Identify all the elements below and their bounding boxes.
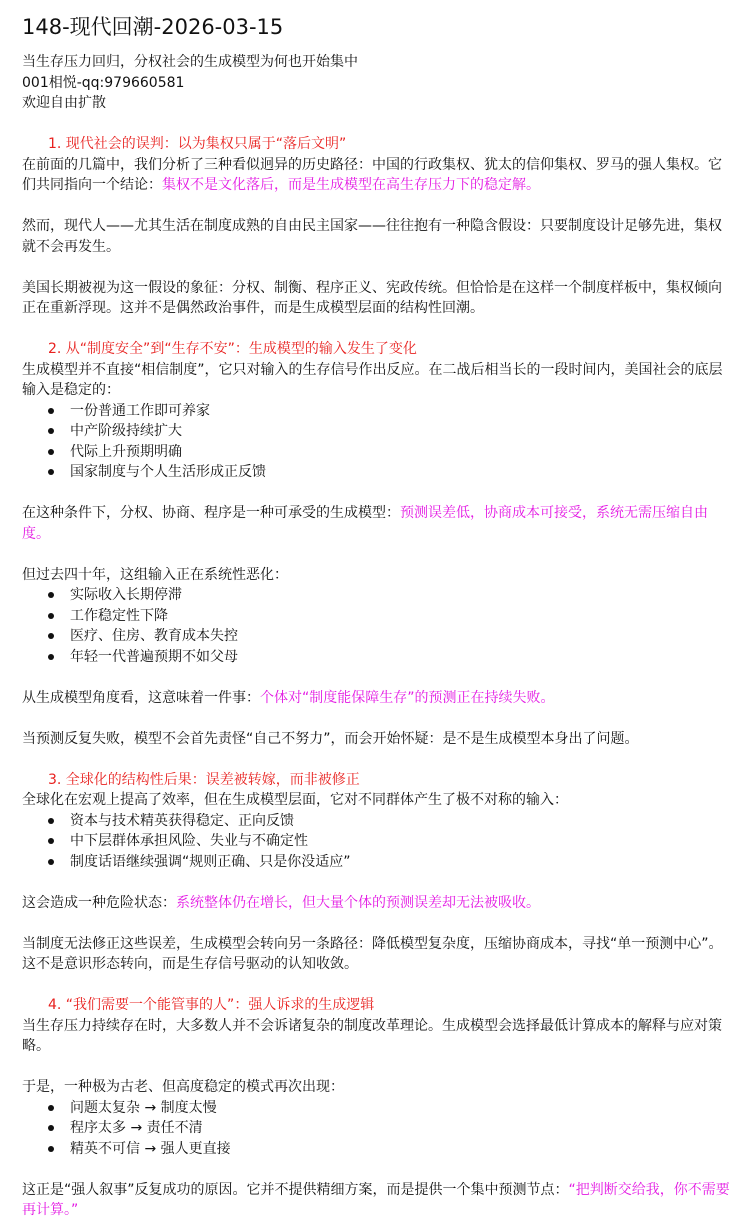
section-3-heading: 3. 全球化的结构性后果：误差被转嫁，而非被修正 (48, 771, 360, 788)
list-item: 工作稳定性下降 (22, 606, 732, 627)
section-1-paragraph-2: 然而，现代人——尤其生活在制度成熟的自由民主国家——往往抱有一种隐含假设：只要制度设计足够先进，集权就不会再发生。 (22, 218, 722, 255)
section-3-paragraph-3: 当制度无法修正这些误差，生成模型会转向另一条路径：降低模型复杂度，压缩协商成本，寻找“单一预测中心”。这不是意识形态转向，而是生存信号驱动的认知收敛。 (22, 935, 723, 972)
list-item: 中产阶级持续扩大 (22, 421, 732, 442)
section-4-paragraph-3 (22, 1180, 732, 1221)
paragraph-text: 这会造成一种危险状态： (22, 894, 176, 911)
section-3-paragraph-1: 全球化在宏观上提高了效率，但在生成模型层面，它对不同群体产生了极不对称的输入： (22, 792, 568, 808)
section-1-paragraph-3: 美国长期被视为这一假设的象征：分权、制衡、程序正义、宪政传统。但恰恰是在这样一个制度样板中，集权倾向正在重新浮现。这并不是偶然政治事件，而是生成模型层面的结构性回潮。 (22, 279, 722, 316)
highlight-text: “把判断交给我，你不需要再计算。” (22, 1181, 730, 1218)
list-item: 实际收入长期停滞 (22, 585, 732, 606)
list-item: 一份普通工作即可养家 (22, 401, 732, 422)
paragraph-text: 在这种条件下，分权、协商、程序是一种可承受的生成模型： (22, 505, 400, 521)
section-1-paragraph-1 (22, 155, 732, 196)
section-2-paragraph-1: 生成模型并不直接“相信制度”，它只对输入的生存信号作出反应。在二战后相当长的一段时间内，美国社会的底层输入是稳定的： (22, 361, 723, 398)
page-title: 148-现代回潮-2026-03-15 (22, 15, 284, 39)
paragraph-text: 这正是“强人叙事”反复成功的原因。它并不提供精细方案，而是提供一个集中预测节点： (22, 1181, 569, 1198)
section-1-heading: 1. 现代社会的误判：以为集权只属于“落后文明” (48, 136, 347, 152)
highlight-text: 集权不是文化落后，而是生成模型在高生存压力下的稳定解。 (162, 177, 540, 193)
list-item: 程序太多 → 责任不清 (22, 1118, 732, 1139)
list-item: 年轻一代普遍预期不如父母 (22, 647, 732, 668)
highlight-text: 系统整体仍在增长，但大量个体的预测误差却无法被吸收。 (176, 894, 540, 911)
section-2-heading: 2. 从“制度安全”到“生存不安”：生成模型的输入发生了变化 (48, 341, 417, 357)
section-2-paragraph-4 (22, 688, 732, 709)
paragraph-text: 从生成模型角度看，这意味着一件事： (22, 689, 260, 706)
list-item: 精英不可信 → 强人更直接 (22, 1139, 732, 1160)
list-item: 中下层群体承担风险、失业与不确定性 (22, 831, 732, 852)
section-4-paragraph-2: 于是，一种极为古老、但高度稳定的模式再次出现： (22, 1079, 344, 1095)
list-item: 资本与技术精英获得稳定、正向反馈 (22, 811, 732, 832)
paragraph-text: 在前面的几篇中，我们分析了三种看似迥异的历史路径：中国的行政集权、犹太的信仰集权、罗马的强人集权。它们共同指向一个结论： (22, 156, 722, 193)
section-2-paragraph-2 (22, 503, 732, 544)
list-item: 国家制度与个人生活形成正反馈 (22, 462, 732, 483)
section-3-list (22, 811, 732, 873)
section-2-list-1 (22, 401, 732, 483)
list-item: 代际上升预期明确 (22, 442, 732, 463)
subtitle: 当生存压力回归，分权社会的生成模型为何也开始集中 (22, 54, 358, 70)
highlight-text: 个体对“制度能保障生存”的预测正在持续失败。 (260, 689, 555, 706)
section-2-list-2 (22, 585, 732, 667)
highlight-text: 预测误差低，协商成本可接受，系统无需压缩自由度。 (22, 505, 708, 542)
section-4-paragraph-1: 当生存压力持续存在时，大多数人并不会诉诸复杂的制度改革理论。生成模型会选择最低计算成本的解释与应对策略。 (22, 1017, 722, 1054)
section-2-paragraph-5: 当预测反复失败，模型不会首先责怪“自己不努力”，而会开始怀疑：是不是生成模型本身出了问题。 (22, 730, 639, 747)
list-item: 医疗、住房、教育成本失控 (22, 626, 732, 647)
list-item: 制度话语继续强调“规则正确、只是你没适应” (22, 852, 732, 873)
list-item: 问题太复杂 → 制度太慢 (22, 1098, 732, 1119)
section-3-paragraph-2 (22, 893, 732, 914)
section-4-heading: 4. “我们需要一个能管事的人”：强人诉求的生成逻辑 (48, 997, 375, 1013)
section-4-list (22, 1098, 732, 1160)
section-2-paragraph-3: 但过去四十年，这组输入正在系统性恶化： (22, 566, 288, 583)
share-note: 欢迎自由扩散 (22, 95, 106, 111)
author-line: 001相悦-qq:979660581 (22, 74, 185, 91)
